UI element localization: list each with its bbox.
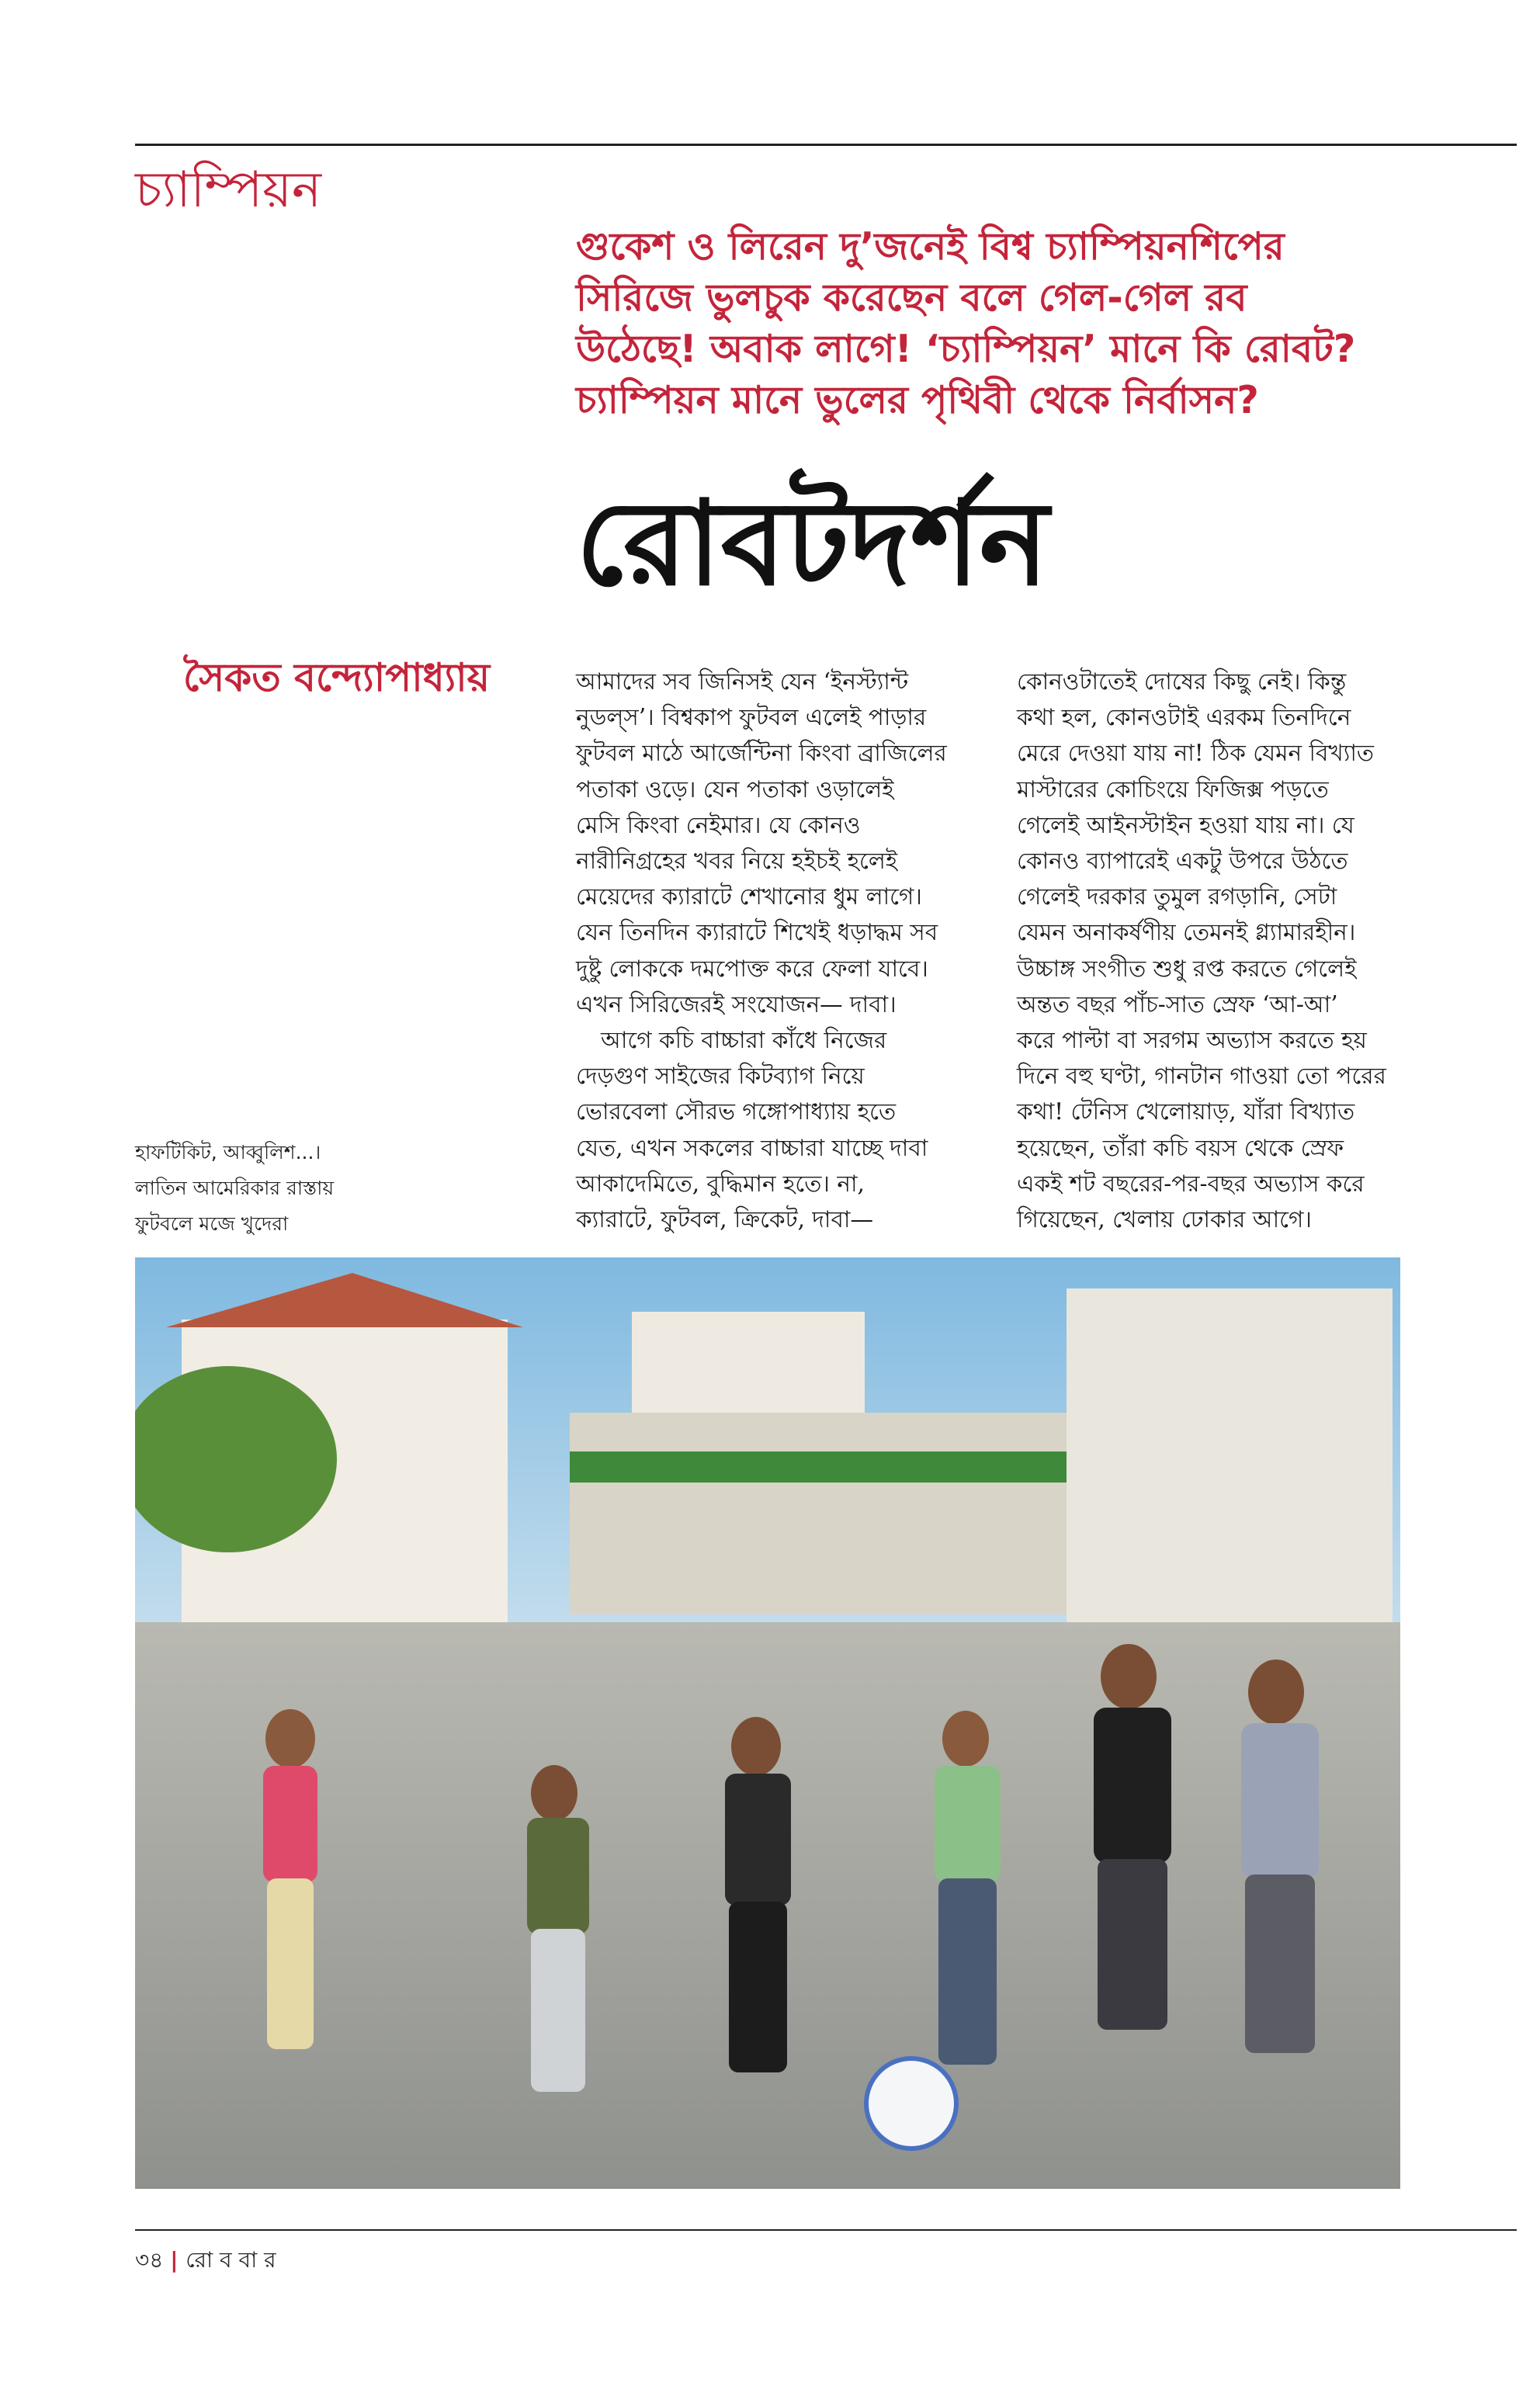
headline: রোবটদর্শন (576, 475, 1049, 612)
body-line: উচ্চাঙ্গ সংগীত শুধু রপ্ত করতে গেলেই (1017, 955, 1357, 982)
body-line: নুডল্‌স’। বিশ্বকাপ ফুটবল এলেই পাড়ার (576, 704, 927, 731)
body-line: ফুটবল মাঠে আর্জেন্টিনা কিংবা ব্রাজিলের (576, 740, 947, 767)
body-line: গেলেই আইনস্টাইন হওয়া যায় না। যে (1017, 811, 1354, 838)
deck-line: উঠেছে! অবাক লাগে! ‘চ্যাম্পিয়ন’ মানে কি রোবট? (576, 327, 1356, 371)
caption-line: হাফটিকিট, আব্বুলিশ...। (135, 1141, 321, 1164)
photo-illustration (135, 1257, 1400, 2189)
body-line: কোনওটাতেই দোষের কিছু নেই। কিন্তু (1017, 668, 1347, 695)
body-line: কথা হল, কোনওটাই এরকম তিনদিনে (1017, 704, 1351, 731)
body-line: ক্যারাটে, ফুটবল, ক্রিকেট, দাবা— (576, 1206, 873, 1233)
body-line: অন্তত বছর পাঁচ-সাত স্রেফ ‘আ-আ’ (1017, 990, 1338, 1018)
football (866, 2058, 956, 2148)
deck-line: চ্যাম্পিয়ন মানে ভুলের পৃথিবী থেকে নির্বাসন? (576, 378, 1259, 422)
body-line: নারীনিগ্রহের খবর নিয়ে হইচই হলেই (576, 848, 898, 875)
body-line: হয়েছেন, তাঁরা কচি বয়স থেকে স্রেফ (1017, 1134, 1344, 1161)
page-number: ৩৪ (135, 2247, 164, 2273)
body-column-2 (1017, 664, 1452, 1237)
body-line: দুষ্টু লোককে দমপোক্ত করে ফেলা যাবে। (576, 955, 928, 982)
body-line: গিয়েছেন, খেলায় ঢোকার আগে। (1017, 1206, 1312, 1233)
body-line: কোনও ব্যাপারেই একটু উপরে উঠতে (1017, 848, 1348, 875)
body-line: যেমন অনাকর্ষণীয় তেমনই গ্ল্যামারহীন। (1017, 919, 1356, 946)
deck-line: সিরিজে ভুলচুক করেছেন বলে গেল-গেল রব (576, 276, 1247, 320)
body-line: দেড়গুণ সাইজের কিটব্যাগ নিয়ে (576, 1063, 865, 1090)
section-label: চ্যাম্পিয়ন (135, 161, 322, 219)
bottom-rule (135, 2229, 1517, 2231)
body-line: পতাকা ওড়ে। যেন পতাকা ওড়ালেই (576, 775, 894, 803)
body-line: দিনে বহু ঘণ্টা, গানটান গাওয়া তো পরের (1017, 1063, 1386, 1090)
deck-text (576, 221, 1445, 426)
body-line: এখন সিরিজেরই সংযোজন— দাবা। (576, 990, 897, 1018)
building-right (1067, 1288, 1393, 1661)
author-byline: সৈকত বন্দ্যোপাধ্যায় (183, 654, 491, 700)
caption-line: লাতিন আমেরিকার রাস্তায় (135, 1177, 335, 1199)
body-line: মাস্টারের কোচিংয়ে ফিজিক্স পড়তে (1017, 775, 1329, 803)
body-line: মেরে দেওয়া যায় না! ঠিক যেমন বিখ্যাত (1017, 740, 1375, 767)
deck-line: গুকেশ ও লিরেন দু’জনেই বিশ্ব চ্যাম্পিয়নশিপের (576, 224, 1285, 269)
folio-divider: | (170, 2247, 186, 2273)
wall (570, 1413, 1067, 1614)
body-line: ভোরবেলা সৌরভ গঙ্গোপাধ্যায় হতে (576, 1098, 897, 1125)
body-column-1 (576, 664, 1011, 1237)
body-line: গেলেই দরকার তুমুল রগড়ানি, সেটা (1017, 883, 1337, 910)
body-line: মেসি কিংবা নেইমার। যে কোনও (576, 811, 861, 838)
body-line: আগে কচি বাচ্চারা কাঁধে নিজের (601, 1027, 887, 1054)
top-rule (135, 144, 1517, 146)
publication-name: রো ব বা র (186, 2247, 276, 2273)
body-line: কথা! টেনিস খেলোয়াড়, যাঁরা বিখ্যাত (1017, 1098, 1355, 1125)
body-line: মেয়েদের ক্যারাটে শেখানোর ধুম লাগে। (576, 883, 922, 910)
body-line: আমাদের সব জিনিসই যেন ‘ইনস্ট্যান্ট (576, 668, 909, 695)
caption-line: ফুটবলে মজে খুদেরা (135, 1212, 289, 1235)
body-line: যেন তিনদিন ক্যারাটে শিখেই ধড়াদ্ধম সব (576, 919, 938, 946)
body-line: একই শট বছরের-পর-বছর অভ্যাস করে (1017, 1170, 1365, 1197)
body-line: আকাদেমিতে, বুদ্ধিমান হতে। না, (576, 1170, 865, 1197)
street-football-photo (135, 1257, 1400, 2189)
green-railing (570, 1451, 1067, 1483)
body-line: করে পাল্টা বা সরগম অভ্যাস করতে হয় (1017, 1027, 1367, 1054)
page-folio (135, 2245, 276, 2276)
body-line: যেত, এখন সকলের বাচ্চারা যাচ্ছে দাবা (576, 1134, 928, 1161)
photo-caption (135, 1135, 368, 1242)
